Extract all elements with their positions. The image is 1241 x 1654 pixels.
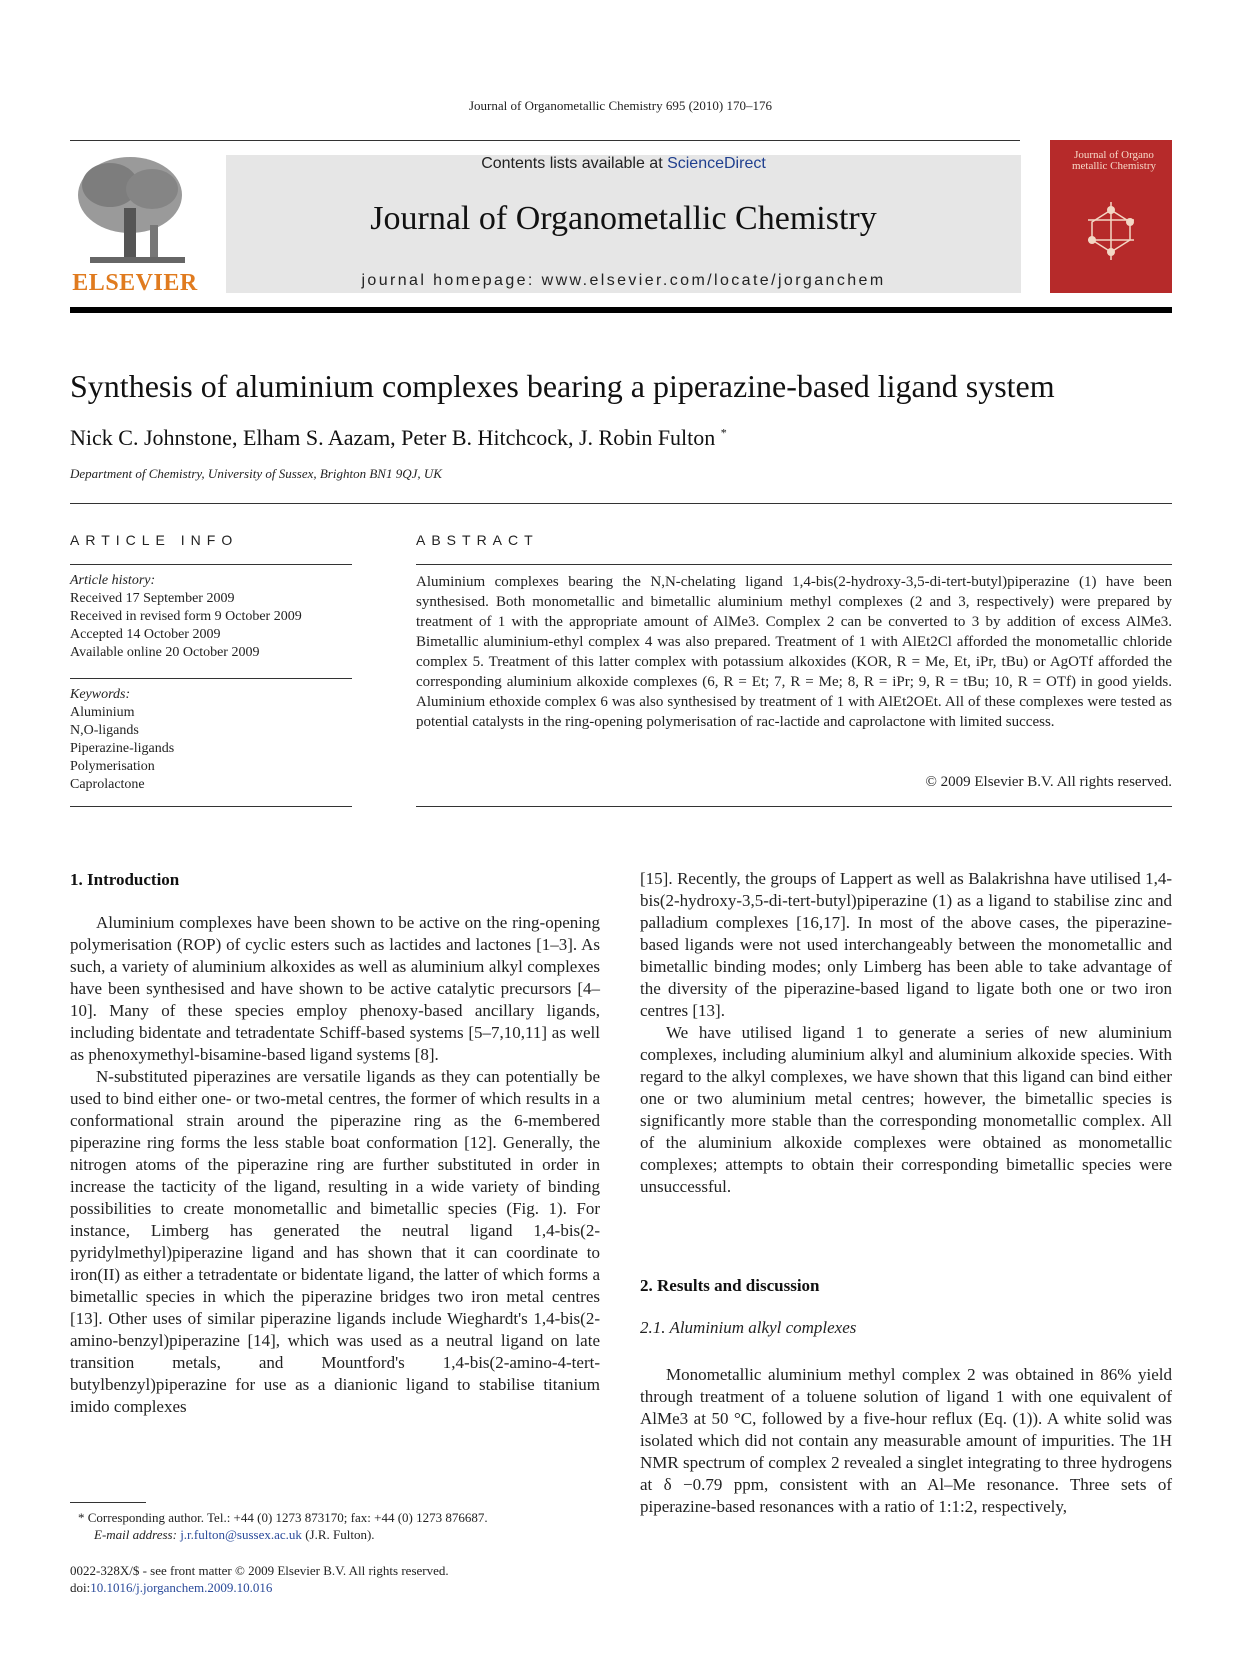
- doi-link[interactable]: 10.1016/j.jorganchem.2009.10.016: [90, 1580, 273, 1595]
- keyword: Caprolactone: [70, 777, 145, 792]
- history-label: Article history:: [70, 573, 156, 588]
- doi-line: [70, 1579, 630, 1596]
- abstract-copyright: © 2009 Elsevier B.V. All rights reserved.: [925, 774, 1172, 790]
- doi-label: doi:: [70, 1580, 91, 1595]
- corresponding-author-mark[interactable]: *: [720, 425, 727, 440]
- journal-title: Journal of Organometallic Chemistry: [370, 200, 877, 237]
- history-item: Available online 20 October 2009: [70, 645, 260, 660]
- history-item: Received 17 September 2009: [70, 591, 235, 606]
- journal-homepage[interactable]: journal homepage: www.elsevier.com/locate/jorganchem: [361, 272, 886, 289]
- paragraph: Aluminium complexes have been shown to be active on the ring-opening polymerisation (ROP) of cyclic esters such as lactides and lactones [1–3]. As such, a variety of aluminium alkoxides as well as aluminium alkyl complexes have been synthesised and have shown to be active catalytic precursors [4–10]. Many of these species employ phenoxy-based ancillary ligands, including bidentate and tetradentate Schiff-based systems [5–7,10,11] as well as phenoxymethyl-bisamine-based ligand systems [8].: [70, 913, 600, 1064]
- front-matter: [70, 1562, 630, 1596]
- keywords-label: Keywords:: [70, 687, 131, 702]
- article-info-bottom-rule: [70, 806, 352, 807]
- contents-line: [226, 155, 1021, 173]
- results-body: [640, 1364, 1172, 1518]
- issn-line: 0022-328X/$ - see front matter © 2009 Elsevier B.V. All rights reserved.: [70, 1563, 449, 1578]
- paragraph: [15]. Recently, the groups of Lappert as well as Balakrishna have utilised 1,4-bis(2-hydroxy-3,5-di-tert-butyl)piperazine (1) as a ligand to stabilise zinc and palladium complexes [16,17]. In most of the above cases, the piperazine-based ligands were not used interchangeably between the monometallic and bimetallic binding modes; only Limberg has been able to take advantage of the diversity of the piperazine-based ligand to ligate both one or two iron centres [13].: [640, 869, 1172, 1020]
- abstract-heading: ABSTRACT: [416, 532, 539, 548]
- affiliation: Department of Chemistry, University of Sussex, Brighton BN1 9QJ, UK: [70, 466, 442, 481]
- paragraph: N-substituted piperazines are versatile ligands as they can potentially be used to bind either one- or two-metal centres, the former of which results in a conformational strain around the piperazine ring as the 6-membered piperazine ring forms the less stable boat conformation [12]. Generally, the nitrogen atoms of the piperazine ring are further substituted in order in increase the tacticity of the ligand, resulting in a wide variety of binding possibilities to create monometallic and bimetallic species (Fig. 1). For instance, Limberg has generated the neutral ligand 1,4-bis(2-pyridylmethyl)piperazine ligand and has shown that it can coordinate to iron(II) as either a tetradentate or bidentate ligand, the latter of which forms a bimetallic species in which the piperazine bridges two iron metal centres [13]. Other uses of similar piperazine ligands include Wieghardt's 1,4-bis(2-amino-benzyl)piperazine [14], which was used as a neutral ligand on late transition metals, and Mountford's 1,4-bis(2-amino-4-tert-butylbenzyl)piperazine for use as a dianionic ligand to stabilise titanium imido complexes: [70, 1067, 600, 1416]
- subsection-heading-alkyl: 2.1. Aluminium alkyl complexes: [640, 1318, 857, 1337]
- keyword: Piperazine-ligands: [70, 741, 175, 756]
- article-title: Synthesis of aluminium complexes bearing a piperazine-based ligand system: [70, 368, 1055, 404]
- footnote-email-line: [78, 1526, 608, 1543]
- paragraph: We have utilised ligand 1 to generate a series of new aluminium complexes, including aluminium alkyl and aluminium alkoxide species. With regard to the alkyl complexes, we have shown that this ligand can bind either one or two aluminium metal centres; however, the bimetallic species is significantly more stable than the corresponding monometallic complex. All of the aluminium alkoxide complexes were obtained as monometallic complexes; attempts to obtain their corresponding bimetallic species were unsuccessful.: [640, 1023, 1172, 1196]
- abstract-rule: [416, 564, 1172, 565]
- contents-prefix: Contents lists available at: [481, 155, 668, 172]
- footnote-rule: [70, 1502, 146, 1503]
- keyword: Polymerisation: [70, 759, 155, 774]
- abstract-bottom-rule: [416, 806, 1172, 807]
- article-history: [70, 572, 352, 662]
- article-info-rule: [70, 564, 352, 565]
- section-heading-introduction: 1. Introduction: [70, 870, 180, 889]
- keywords-rule: [70, 678, 352, 679]
- article-info-heading: ARTICLE INFO: [70, 532, 239, 548]
- history-item: Accepted 14 October 2009: [70, 627, 221, 642]
- header-rule: [70, 140, 1020, 141]
- email-link[interactable]: j.r.fulton@sussex.ac.uk: [180, 1527, 302, 1542]
- cover-title: Journal of Organo metallic Chemistry: [1071, 149, 1156, 172]
- journal-citation: Journal of Organometallic Chemistry 695 (2010) 170–176: [468, 98, 773, 113]
- right-column-intro: [640, 868, 1172, 1198]
- email-owner: (J.R. Fulton).: [301, 1527, 375, 1542]
- keyword: N,O-ligands: [70, 723, 139, 738]
- section-rule: [70, 503, 1172, 504]
- header-thick-rule: [70, 307, 1172, 313]
- abstract-text: Aluminium complexes bearing the N,N-chelating ligand 1,4-bis(2-hydroxy-3,5-di-tert-butyl)piperazine (1) have been synthesised. Both monometallic and bimetallic aluminium methyl complexes (2 and 3, respectively) were prepared by treatment of 1 with the appropriate amount of AlMe3. Complex 2 can be converted to 3 by addition of excess AlMe3. Bimetallic aluminium-ethyl complex 4 was also prepared. Treatment of 1 with AlEt2Cl afforded the monometallic chloride complex 5. Treatment of this latter complex with potassium alkoxides (KOR, R = Me, Et, iPr, tBu) or AgOTf afforded the corresponding aluminium alkoxide complexes (6, R = Et; 7, R = Me; 8, R = iPr; 9, R = tBu; 10, R = OTf) in good yields. Aluminium ethoxide complex 6 was also synthesised by treatment of 1 with AlEt2OEt. All of these complexes were tested as potential catalysts in the ring-opening polymerisation of rac-lactide and caprolactone with limited success.: [416, 574, 1172, 730]
- footnote-contact: * Corresponding author. Tel.: +44 (0) 1273 873170; fax: +44 (0) 1273 876687.: [78, 1510, 488, 1525]
- author-list: [70, 425, 727, 451]
- footnote-corresponding-author: [78, 1509, 608, 1543]
- keyword: Aluminium: [70, 705, 135, 720]
- sciencedirect-link[interactable]: ScienceDirect: [667, 155, 766, 172]
- history-item: Received in revised form 9 October 2009: [70, 609, 302, 624]
- authors-text: Nick C. Johnstone, Elham S. Aazam, Peter B. Hitchcock, J. Robin Fulton: [70, 425, 716, 450]
- keywords: [70, 686, 352, 794]
- publisher-wordmark: ELSEVIER: [72, 270, 198, 296]
- email-label: E-mail address:: [94, 1527, 181, 1542]
- paragraph: Monometallic aluminium methyl complex 2 was obtained in 86% yield through treatment of a toluene solution of ligand 1 with one equivalent of AlMe3 at 50 °C, followed by a five-hour reflux (Eq. (1)). A white solid was isolated which did not contain any measurable amount of impurities. The 1H NMR spectrum of complex 2 revealed a singlet integrating to three hydrogens at δ −0.79 ppm, consistent with an Al–Me resonance. Three sets of piperazine-based resonances with a ratio of 1:1:2, respectively,: [640, 1365, 1172, 1516]
- section-heading-results: 2. Results and discussion: [640, 1276, 820, 1295]
- introduction-body: [70, 912, 600, 1418]
